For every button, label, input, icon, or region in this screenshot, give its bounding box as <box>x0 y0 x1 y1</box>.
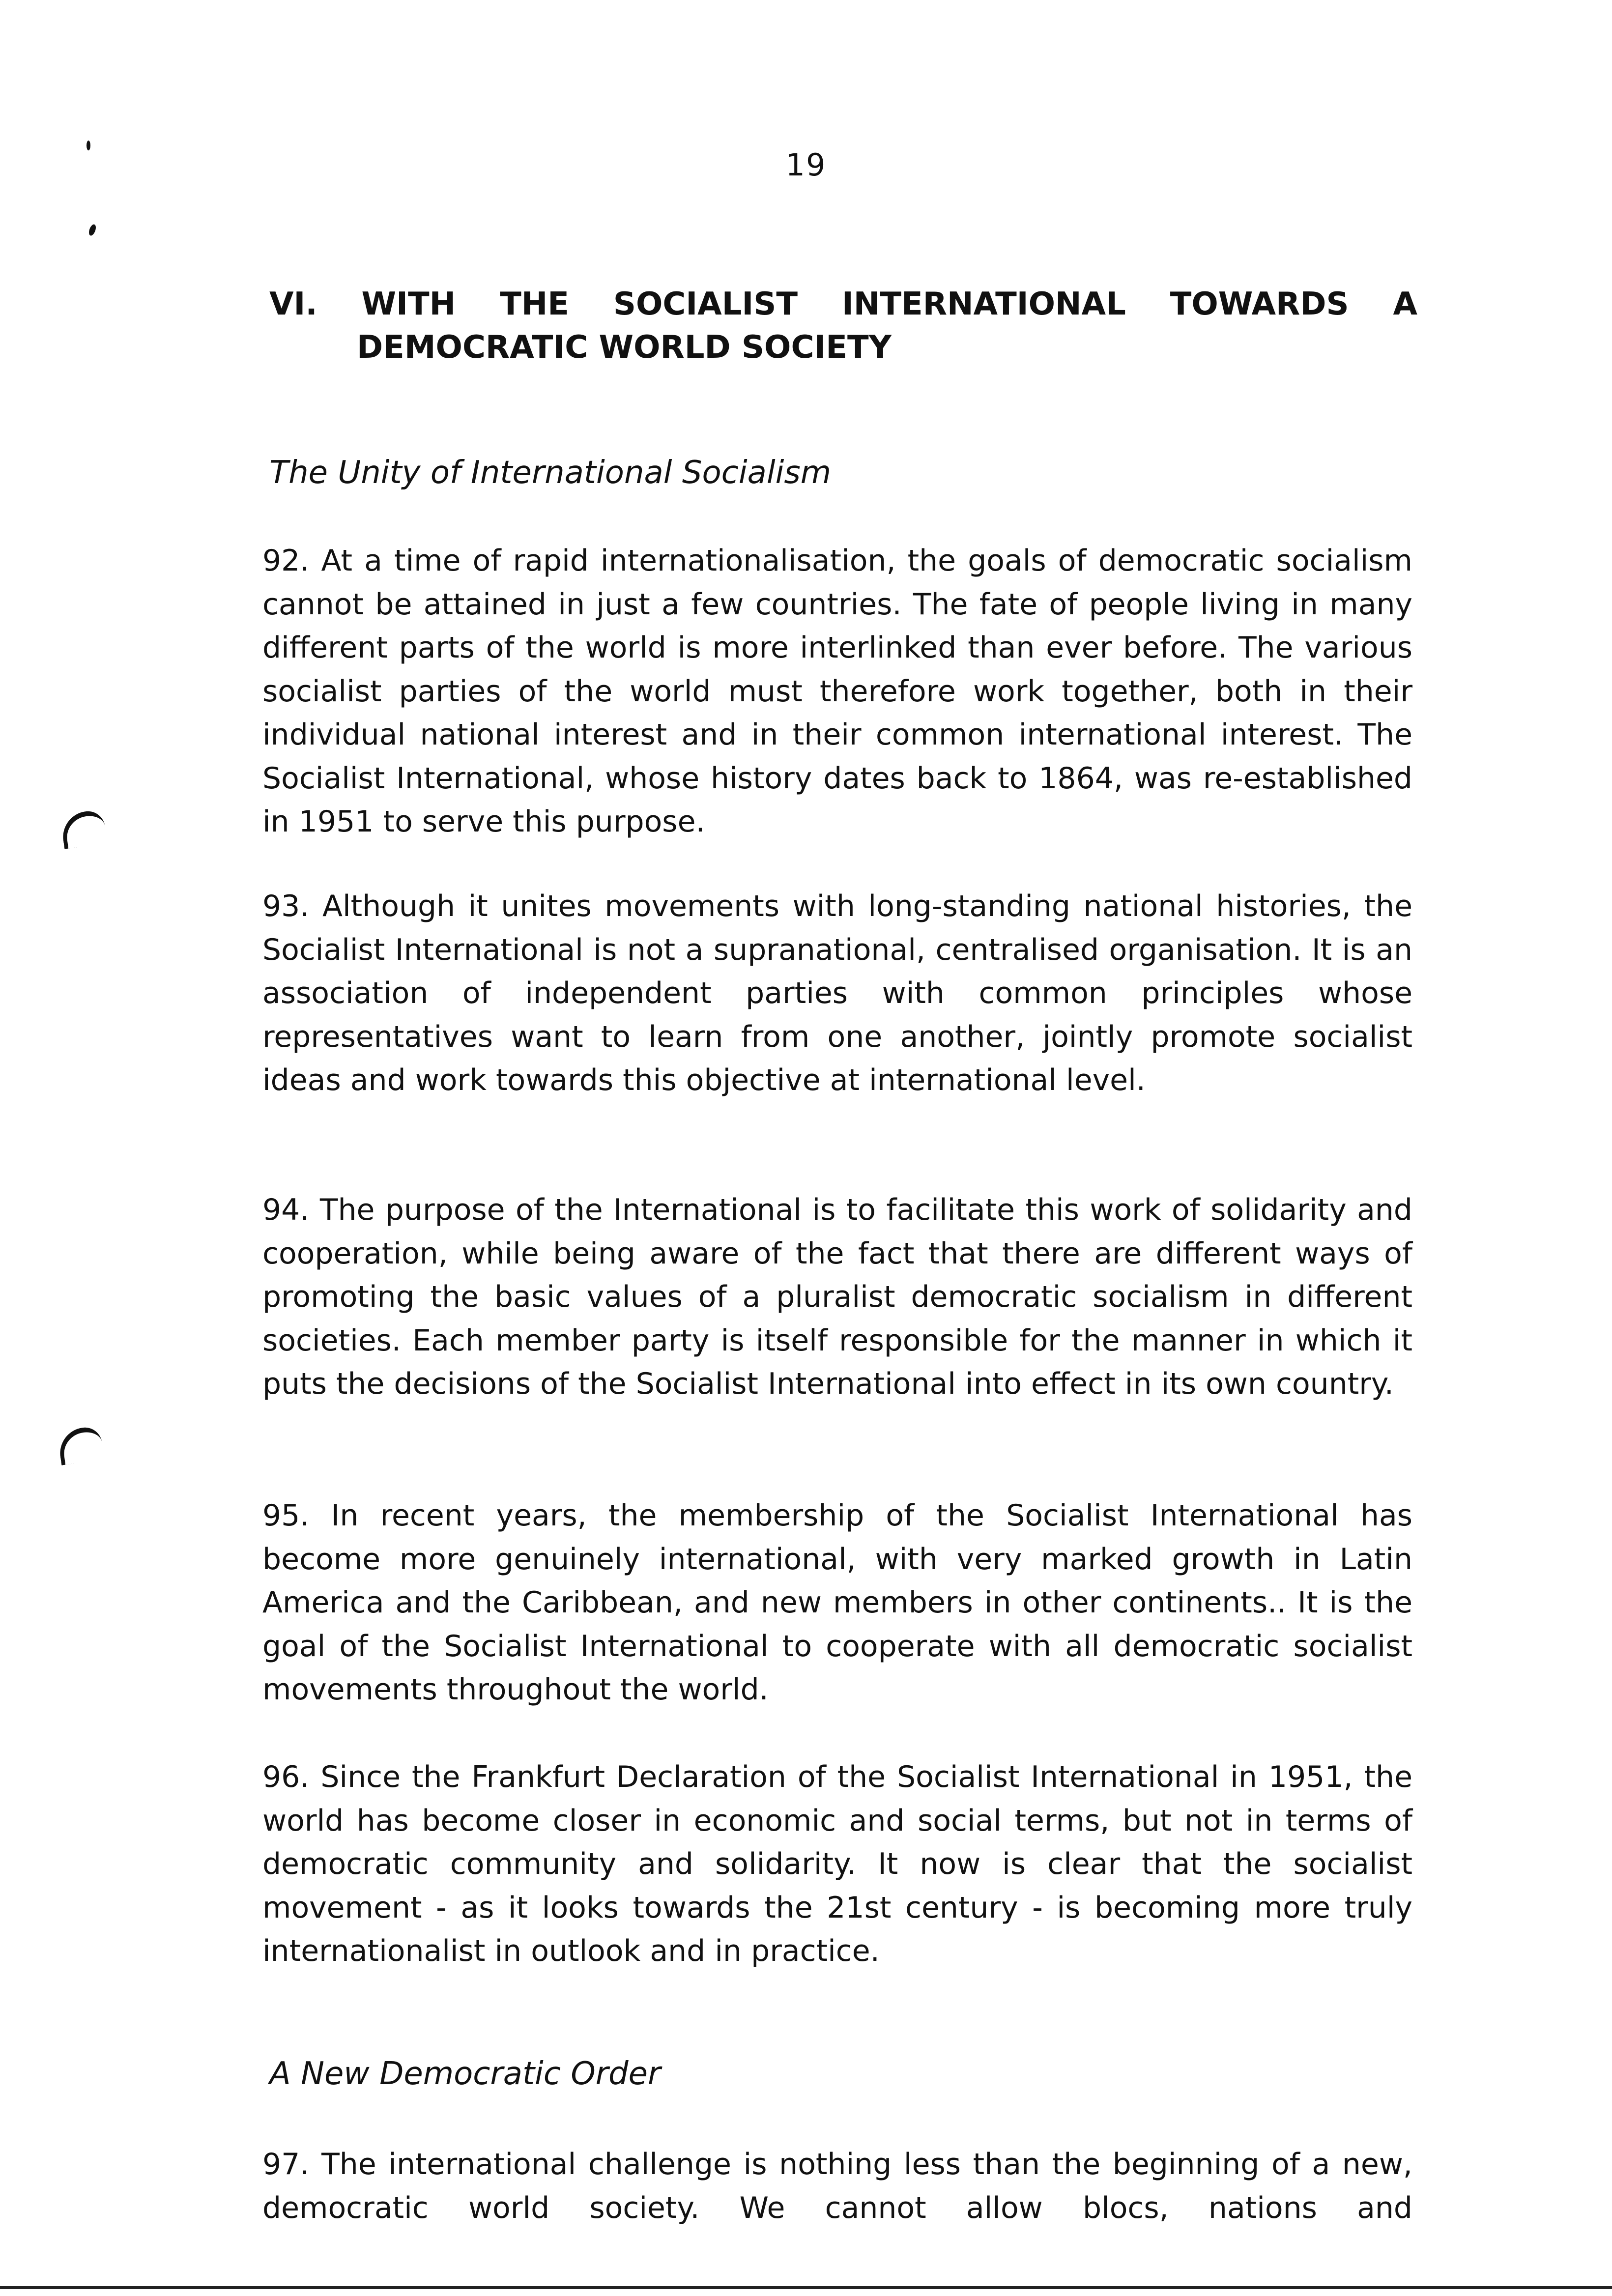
chapter-heading <box>269 283 1417 369</box>
paragraph-92: 92. At a time of rapid internationalisation, the goals of democratic socialism cannot be attained in just a few countries. The fate of people living in many different parts of the world is more interlinked than ever before. The various socialist parties of the world must therefore work together, both in their individual national interest and in their common international interest. The Socialist International, whose history dates back to 1864, was re-established in 1951 to serve this purpose. <box>262 544 1412 839</box>
paragraph-97: 97. The international challenge is nothing less than the beginning of a new, democratic world society. We cannot allow blocs, nations and <box>262 2147 1412 2225</box>
section-title: A New Democratic Order <box>269 2056 661 2092</box>
chapter-numeral: VI. <box>269 286 317 322</box>
hole-punch-mark <box>60 809 108 849</box>
chapter-heading-line-2: DEMOCRATIC WORLD SOCIETY <box>357 329 892 366</box>
page-bottom-rule <box>0 2286 1612 2289</box>
heading-word: WITH <box>361 286 456 322</box>
heading-word: THE <box>500 286 569 322</box>
heading-word: SOCIALIST <box>613 286 798 322</box>
paragraph-96: 96. Since the Frankfurt Declaration of the Socialist International in 1951, the world has become closer in economic and social terms, but not in terms of democratic community and solidarity. It now is clear that the socialist movement - as it looks towards the 21st century - is becoming more truly internationalist in outlook and in practice. <box>262 1760 1412 1968</box>
hole-punch-mark <box>57 1425 105 1465</box>
heading-word: A <box>1393 286 1417 322</box>
chapter-heading-line-1 <box>269 283 1417 326</box>
section-title: The Unity of International Socialism <box>269 455 832 491</box>
scan-speck <box>87 224 97 237</box>
page-number: 19 <box>785 147 827 183</box>
heading-word: INTERNATIONAL <box>841 286 1126 322</box>
scan-speck <box>86 141 90 150</box>
paragraph-93: 93. Although it unites movements with long-standing national histories, the Socialist International is not a supranational, centralised organisation. It is an association of independent parties with common principles whose representatives want to learn from one another, jointly promote socialist ideas and work towards this objective at international level. <box>262 889 1412 1097</box>
paragraph-95: 95. In recent years, the membership of the Socialist International has become more genuinely international, with very marked growth in Latin America and the Caribbean, and new members in other continents.. It is the goal of the Socialist International to cooperate with all democratic socialist movements throughout the world. <box>262 1498 1412 1707</box>
paragraph-94: 94. The purpose of the International is to facilitate this work of solidarity and cooperation, while being aware of the fact that there are different ways of promoting the basic values of a pluralist democratic socialism in different societies. Each member party is itself responsible for the manner in which it puts the decisions of the Socialist International into effect in its own country. <box>262 1193 1412 1401</box>
heading-word: TOWARDS <box>1170 286 1349 322</box>
